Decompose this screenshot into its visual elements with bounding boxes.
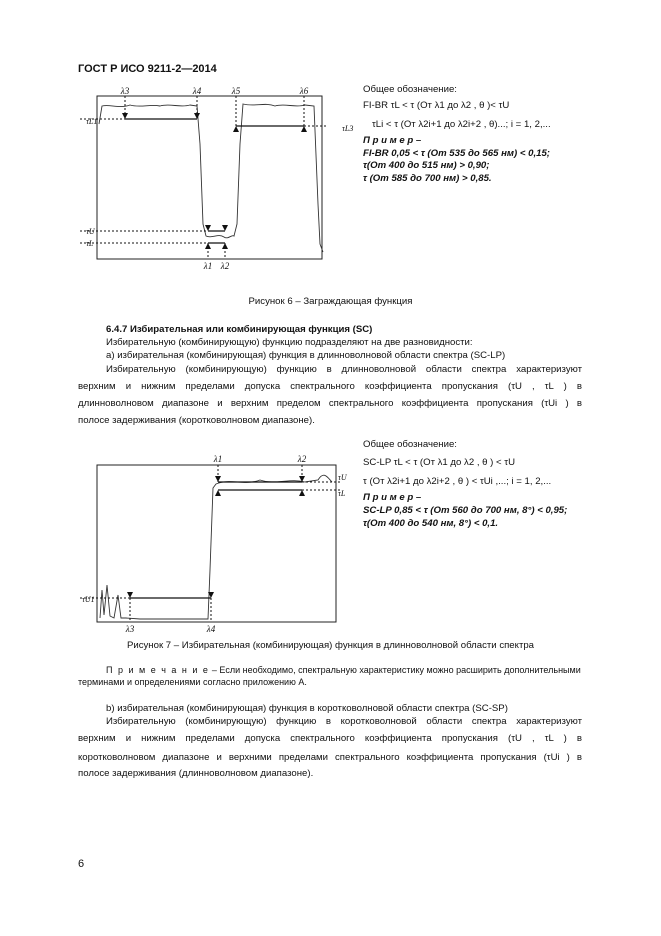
note-text: – Если необходимо, спектральную характеристику можно расширить дополнительными xyxy=(209,665,581,675)
part-b-para-line-1: Избирательную (комбинирующую) функцию в коротковолновой области спектра характеризуют xyxy=(106,716,582,727)
label-tau-l1: τL1 xyxy=(86,117,98,126)
label-lambda6: λ6 xyxy=(299,86,309,96)
label-lambda3: λ3 xyxy=(120,86,130,96)
section-para-line-1: Избирательную (комбинирующую) функцию в длинноволновой области спектра характеризуют xyxy=(106,364,582,375)
label-lambda2: λ2 xyxy=(297,454,307,464)
fig6-example-2: τ(От 400 до 515 нм) > 0,90; xyxy=(363,160,490,171)
label-lambda1: λ1 xyxy=(213,454,223,464)
section-line-2: а) избирательная (комбинирующая) функция в длинноволновой области спектра (SC-LP) xyxy=(106,350,506,361)
document-header: ГОСТ Р ИСО 9211-2—2014 xyxy=(78,63,217,75)
figure-7-graph xyxy=(80,450,362,638)
fig7-example-label: П р и м е р – xyxy=(363,492,422,503)
fig7-general-label: Общее обозначение: xyxy=(363,439,457,450)
fig6-general-label: Общее обозначение: xyxy=(363,84,457,95)
section-para-line-3: длинноволновом диапазоне и верхним пределом спектрального коэффициента пропускания (τUi ) в xyxy=(78,398,582,409)
label-tau-l: τL xyxy=(86,239,94,248)
fig7-formula-1: SC-LP τL < τ (От λ1 до λ2 , θ ) < τU xyxy=(363,457,515,468)
label-lambda3: λ3 xyxy=(125,624,135,634)
section-para-line-2: верхним и нижним пределами допуска спектрального коэффициента пропускания (τU , τL ) в xyxy=(78,381,582,392)
note-line-1 xyxy=(106,664,581,676)
section-heading: 6.4.7 Избирательная или комбинирующая функция (SC) xyxy=(106,324,373,335)
section-para-line-4: полосе задерживания (коротковолновом диапазоне). xyxy=(78,415,315,426)
part-b-para-line-2: верхним и нижним пределами допуска спектрального коэффициента пропускания (τU , τL ) в xyxy=(78,733,582,744)
section-line-1: Избирательную (комбинирующую) функцию подразделяют на две разновидности: xyxy=(106,337,473,348)
label-lambda4: λ4 xyxy=(206,624,216,634)
label-tau-u: τU xyxy=(338,473,347,482)
fig6-example-1: FI-BR 0,05 < τ (От 535 до 565 нм) < 0,15; xyxy=(363,148,550,159)
fig7-formula-2: τ (От λ2i+1 до λ2i+2 , θ ) < τUi ,...; i = 1, 2,... xyxy=(363,476,552,487)
note-line-2: терминами и определениями согласно приложению А. xyxy=(78,677,307,687)
part-b-para-line-3: коротковолновом диапазоне и верхними пределами спектрального коэффициента пропускания (τUi ) в xyxy=(78,752,582,763)
part-b-para-line-4: полосе задерживания (длинноволновом диапазоне). xyxy=(78,768,314,779)
label-tau-l: τL xyxy=(338,489,346,498)
label-tau-l3: τL3 xyxy=(342,124,354,133)
fig7-example-2: τ(От 400 до 540 нм, 8°) < 0,1. xyxy=(363,518,499,529)
fig6-caption: Рисунок 6 – Заграждающая функция xyxy=(248,296,413,307)
label-tau-u1: τU1 xyxy=(82,595,95,604)
label-lambda1: λ1 xyxy=(203,261,213,271)
label-lambda5: λ5 xyxy=(231,86,241,96)
figure-6-graph xyxy=(80,84,362,274)
label-lambda2: λ2 xyxy=(220,261,230,271)
label-tau-u: τU xyxy=(86,227,95,236)
page-number: 6 xyxy=(78,858,85,870)
label-lambda4: λ4 xyxy=(192,86,202,96)
part-b-line-1: b) избирательная (комбинирующая) функция в коротковолновой области спектра (SC-SP) xyxy=(106,703,508,714)
note-label: П р и м е ч а н и е xyxy=(106,665,210,675)
fig7-example-1: SC-LP 0,85 < τ (От 560 до 700 нм, 8°) < 0,95; xyxy=(363,505,568,516)
fig6-formula-1: FI-BR τL < τ (От λ1 до λ2 , θ )< τU xyxy=(363,100,510,111)
fig7-caption: Рисунок 7 – Избирательная (комбинирующая) функция в длинноволновой области спектра xyxy=(126,640,535,651)
fig6-formula-2: τLi < τ (От λ2i+1 до λ2i+2 , θ)...; i = 1, 2,... xyxy=(372,119,551,130)
fig6-example-label: П р и м е р – xyxy=(363,135,422,146)
fig6-example-3: τ (От 585 до 700 нм) > 0,85. xyxy=(363,173,492,184)
